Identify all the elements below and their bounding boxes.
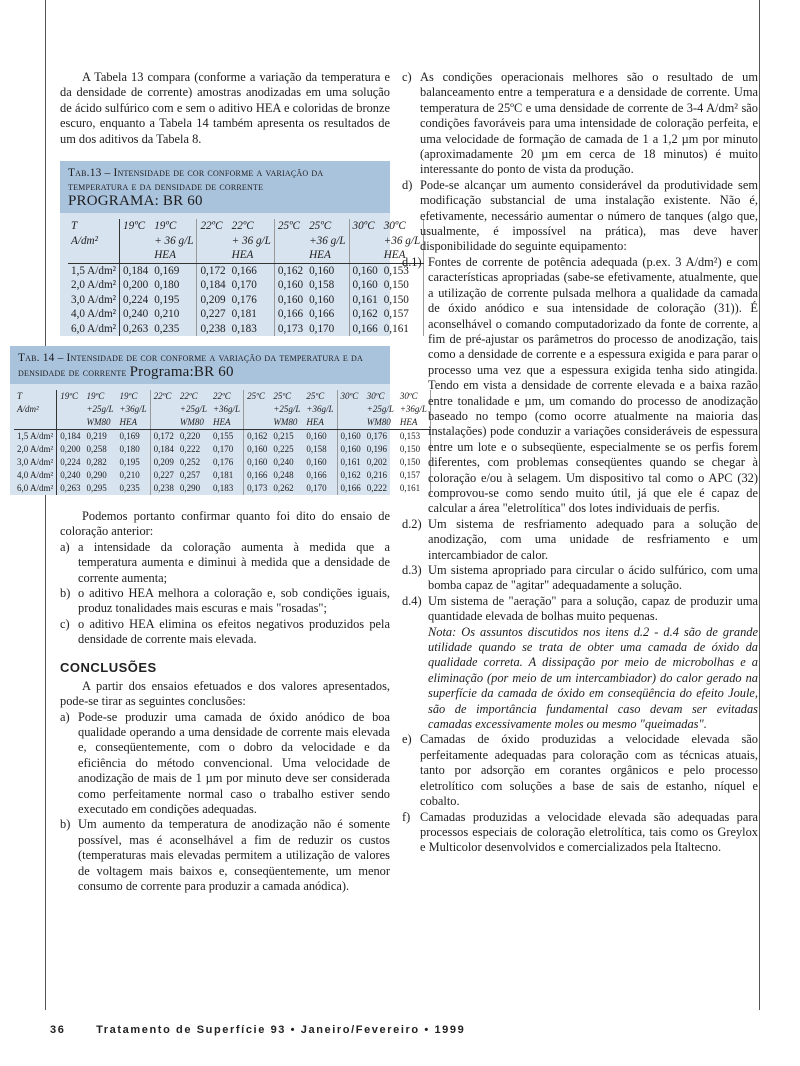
table-cell: 0,282	[86, 457, 107, 468]
table-14-header-cell	[244, 416, 271, 430]
table-14	[10, 346, 427, 495]
table-cell: 0,173	[247, 483, 268, 494]
table-cell: 0,160	[277, 293, 304, 306]
table-13-program: PROGRAMA: BR 60	[68, 193, 203, 210]
footer-text: Tratamento de Superfície 93 • Janeiro/Fevereiro • 1999	[96, 1024, 466, 1036]
table-14-header-cell	[150, 416, 177, 430]
table-cell: 0,183	[229, 322, 275, 337]
table-14-header-cell: +25g/L	[179, 404, 207, 415]
table-cell: 0,240	[123, 308, 149, 321]
table-row	[68, 278, 424, 293]
table-cell: 0,263	[123, 322, 149, 335]
table-14-header-row	[14, 416, 430, 430]
table-cell: 0,160	[306, 293, 349, 308]
table-cell: 0,195	[151, 293, 197, 308]
right-sub-item-text: Um sistema de resfriamento adequado para a solução de anodização, com uma unidade de resfriamento e um intercambiador de calor.	[428, 516, 758, 562]
right-item	[402, 70, 758, 178]
table-cell: 0,162	[352, 308, 378, 321]
table-14-header-cell: +36g/L	[397, 403, 431, 416]
confirm-item	[60, 617, 390, 648]
table-13-header-cell: +36 g/L	[381, 234, 424, 249]
table-cell: 0,200	[60, 444, 81, 455]
table-cell: 0,172	[153, 431, 174, 442]
table-14-header-cell: 30ºC	[397, 390, 431, 403]
table-cell: 0,184	[200, 279, 226, 292]
row-label: 1,5 A/dm²	[14, 430, 57, 444]
table-14-header-cell	[150, 403, 177, 416]
table-cell: 0,160	[352, 264, 378, 277]
table-cell: 0,222	[366, 483, 388, 494]
table-13-header-cell	[68, 248, 120, 263]
table-cell: 0,176	[210, 456, 244, 469]
table-row	[68, 322, 424, 337]
table-cell: 0,150	[397, 456, 431, 469]
table-14-header-cell: 19ºC	[60, 391, 78, 402]
right-sub-item-marker: d.3)	[402, 563, 422, 577]
table-14-header-cell	[337, 403, 364, 416]
table-cell: 0,170	[306, 322, 349, 337]
table-cell: 0,166	[340, 483, 361, 494]
row-label: 4,0 A/dm²	[68, 307, 120, 322]
table-cell: 0,209	[153, 457, 174, 468]
table-13-header-cell: T	[68, 219, 120, 234]
row-label: 1,5 A/dm²	[68, 263, 120, 278]
table-cell: 0,160	[340, 431, 361, 442]
right-item-text: Pode-se alcançar um aumento considerável da produtividade sem modificação substancial de uma instalação existente. Não é, efetivamente, necessário aumentar o número de tanques (algo que, usualmente, é impossível na prática), mas deve haver disponibilidade do seguinte equipamento:	[420, 177, 758, 254]
conclusions-intro: A partir dos ensaios efetuados e dos valores apresentados, pode-se tirar as seguintes conclusões:	[60, 678, 390, 709]
right-item-text: As condições operacionais melhores são o resultado de um balanceamento entre a temperatura e a densidade de corrente. Uma temperatura de 25ºC e uma densidade de corrente de 3-4 A/dm² são condições favoráveis para uma intensidade de coloração perfeita, e uma velocidade de formação de camada de 1 a 1,2 µm por minuto (aproximadamente 20 µm em cerca de 18 minutos) é muito interessante do ponto de vista da produção.	[420, 70, 758, 177]
right-sub-item	[402, 563, 758, 594]
table-14-header-cell: 25ºC	[273, 391, 292, 402]
table-cell: 0,160	[340, 444, 361, 455]
confirm-item	[60, 586, 390, 617]
table-13-header-cell: 25ºC	[306, 219, 349, 234]
table-13-header-cell: + 36 g/L	[229, 234, 275, 249]
table-14-program: Programa:BR 60	[129, 364, 234, 381]
conclusions-list	[60, 710, 390, 895]
table-14-header-row	[14, 390, 430, 403]
table-14-header-cell: 22ºC	[179, 391, 198, 402]
table-13-header-cell: HEA	[229, 248, 275, 263]
table-cell: 0,290	[179, 483, 201, 494]
right-items	[402, 70, 758, 255]
right-item-marker: d)	[402, 177, 413, 192]
table-row	[14, 443, 430, 456]
table-14-header-cell: HEA	[210, 416, 244, 430]
table-13-header-cell: HEA	[381, 248, 424, 263]
table-cell: 0,157	[397, 469, 431, 482]
table-cell: 0,166	[229, 263, 275, 278]
confirm-item-marker: b)	[60, 586, 71, 601]
table-14-header-cell	[337, 416, 364, 430]
conclusion-item	[60, 817, 390, 894]
table-cell: 0,263	[60, 483, 81, 494]
right-sub-item-marker: d.4)	[402, 593, 422, 608]
table-cell: 0,240	[60, 470, 81, 481]
row-label: 6,0 A/dm²	[14, 482, 57, 495]
confirm-item	[60, 540, 390, 586]
table-cell: 0,215	[273, 431, 294, 442]
table-cell: 0,209	[200, 293, 226, 306]
right-sub-item	[402, 517, 758, 563]
note-paragraph: Nota: Os assuntos discutidos nos itens d.2 - d.4 são de grande utilidade quando se trata de obter uma camada de óxido da qualidade correta. A dissipação por meio de microbolhas e a eliminação (por meio de um intercambiador) do calor gerado na superfície da camada de óxido em conseqüência do efeito Joule, são de importância fundamental caso devam ser evitadas camadas excessivamente moles ou mesmo "queimadas".	[428, 624, 758, 732]
table-cell: 0,196	[366, 444, 388, 455]
table-cell: 0,180	[151, 278, 197, 293]
table-cell: 0,181	[229, 307, 275, 322]
table-cell: 0,176	[229, 293, 275, 308]
table-14-header-cell: WM80	[177, 416, 210, 430]
table-14-header-cell: WM80	[270, 416, 303, 430]
table-cell: 0,166	[303, 469, 337, 482]
table-14-header-cell: 19ºC	[117, 390, 151, 403]
table-cell: 0,184	[153, 444, 174, 455]
table-cell: 0,219	[86, 431, 107, 442]
table-cell: 0,262	[273, 483, 294, 494]
right-sub-item-text: Um sistema apropriado para circular o ácido sulfúrico, com uma bomba capaz de "agitar" adequadamente a solução.	[428, 563, 758, 593]
table-cell: 0,166	[247, 470, 268, 481]
table-13-header-cell: + 36 g/L	[151, 234, 197, 249]
table-13-header-row	[68, 248, 424, 263]
row-label: 2,0 A/dm²	[68, 278, 120, 293]
table-cell: 0,150	[381, 278, 424, 293]
confirm-item-marker: c)	[60, 616, 70, 631]
table-13-header-cell: 19ºC	[123, 220, 146, 233]
table-cell: 0,160	[277, 279, 304, 292]
table-cell: 0,180	[117, 443, 151, 456]
table-cell: 0,248	[273, 470, 294, 481]
table-14-header-cell: +25g/L	[366, 404, 394, 415]
table-cell: 0,161	[352, 293, 378, 306]
table-cell: 0,210	[117, 469, 151, 482]
table-13-grid	[68, 219, 424, 336]
table-14-title: Tab. 14 – Intensidade de cor conforme a variação da temperatura e da densidade de corrente	[18, 352, 363, 380]
table-cell: 0,225	[273, 444, 294, 455]
table-13-header-cell	[197, 248, 229, 263]
table-13-header-cell	[349, 234, 381, 249]
confirm-item-text: a intensidade da coloração aumenta à medida que a temperatura aumenta e diminui à medida que a densidade de corrente aumenta;	[78, 539, 390, 585]
table-cell: 0,224	[123, 293, 149, 306]
table-14-header-cell: A/dm²	[14, 403, 57, 416]
table-14-header-cell: 25ºC	[247, 391, 265, 402]
table-14-header-cell: T	[14, 390, 57, 403]
table-13-header-cell	[349, 248, 381, 263]
table-cell: 0,173	[277, 322, 304, 335]
table-cell: 0,181	[210, 469, 244, 482]
page-number: 36	[50, 1024, 66, 1036]
table-cell: 0,166	[306, 307, 349, 322]
table-cell: 0,150	[397, 443, 431, 456]
table-14-header-cell	[57, 403, 84, 416]
table-14-header-cell: WM80	[83, 416, 116, 430]
table-cell: 0,252	[179, 457, 201, 468]
table-14-header-cell: 30ºC	[366, 391, 385, 402]
table-13-header-cell: 25ºC	[277, 220, 301, 233]
table-cell: 0,162	[247, 431, 268, 442]
table-14-caption	[10, 346, 390, 384]
table-cell: 0,220	[179, 431, 201, 442]
table-13-header-cell: 22ºC	[229, 219, 275, 234]
table-14-header-cell: 30ºC	[340, 391, 359, 402]
table-14-header-row	[14, 403, 430, 416]
right-item	[402, 178, 758, 255]
right-item-text: Camadas de óxido produzidas a velocidade elevada são perfeitamente adequadas para coloração com as técnicas atuais, tanto por adsorção em corantes orgânicos e pelo processo eletrolítico com soluções a base de sais de estanho, níquel e cobalto.	[420, 732, 758, 809]
table-13-header-cell	[274, 248, 306, 263]
table-14-header-cell	[57, 416, 84, 430]
table-cell: 0,238	[153, 483, 174, 494]
row-label: 3,0 A/dm²	[68, 293, 120, 308]
table-cell: 0,235	[117, 482, 151, 495]
conclusion-item-marker: a)	[60, 709, 70, 724]
table-13-header-row	[68, 219, 424, 234]
table-13-header-cell: 30ºC	[381, 219, 424, 234]
conclusion-item	[60, 710, 390, 818]
table-13-header-cell: 19ºC	[151, 219, 197, 234]
table-13-header-cell: +36 g/L	[306, 234, 349, 249]
table-14-header-cell: 25ºC	[303, 390, 337, 403]
table-14-header-cell: 22ºC	[153, 391, 172, 402]
table-13-header-cell: 22ºC	[200, 220, 223, 233]
table-13-header-cell	[274, 234, 306, 249]
right-items-2	[402, 732, 758, 855]
table-cell: 0,161	[340, 457, 361, 468]
table-cell: 0,235	[151, 322, 197, 337]
right-item	[402, 810, 758, 856]
table-cell: 0,160	[247, 444, 268, 455]
table-cell: 0,158	[303, 443, 337, 456]
table-cell: 0,155	[210, 430, 244, 444]
table-cell: 0,195	[117, 456, 151, 469]
table-cell: 0,160	[352, 279, 378, 292]
right-sub-item-marker: d.2)	[402, 516, 422, 531]
conclusion-item-text: Pode-se produzir uma camada de óxido anódico de boa qualidade operando a uma densidade de corrente mais elevada e, conseqüentemente, com o dobro da velocidade e da eficiência do método convencional. Uma velocidade de anodização de mais de 1 µm por minuto deve ser considerada como perfeitamente normal caso o trabalho estiver sendo executado em condições adequadas.	[78, 709, 390, 816]
table-14-header-cell: HEA	[117, 416, 151, 430]
table-13-header-cell	[197, 234, 229, 249]
table-14-header-cell: HEA	[303, 416, 337, 430]
table-cell: 0,240	[273, 457, 294, 468]
right-item-text: Camadas produzidas a velocidade elevada são adequadas para processos especiais de coloração eletrolítica, tais como os Greylox e Multicolor desenvolvidos e comercializados pela Italtecno.	[420, 809, 758, 855]
table-cell: 0,166	[277, 308, 304, 321]
table-14-header-cell: HEA	[397, 416, 431, 430]
table-14-header-cell: WM80	[364, 416, 397, 430]
table-row	[14, 469, 430, 482]
table-cell: 0,295	[86, 483, 107, 494]
row-label: 4,0 A/dm²	[14, 469, 57, 482]
table-cell: 0,184	[60, 431, 81, 442]
table-cell: 0,169	[151, 263, 197, 278]
row-label: 3,0 A/dm²	[14, 456, 57, 469]
table-14-header-cell: +25g/L	[273, 404, 301, 415]
right-item-marker: f)	[402, 809, 411, 824]
table-13-caption	[60, 161, 390, 213]
right-sub-item	[402, 594, 758, 625]
right-item-marker: e)	[402, 732, 412, 747]
table-14-header-cell: +25g/L	[86, 404, 114, 415]
right-sub-item-marker: d.1)	[402, 254, 422, 269]
table-13-header-cell	[120, 248, 152, 263]
table-cell: 0,169	[117, 430, 151, 444]
table-cell: 0,224	[60, 457, 81, 468]
table-cell: 0,153	[381, 263, 424, 278]
table-14-grid	[14, 390, 431, 495]
table-row	[14, 430, 430, 444]
table-13-header-cell	[120, 234, 152, 249]
table-cell: 0,161	[397, 482, 431, 495]
table-cell: 0,227	[153, 470, 174, 481]
table-cell: 0,157	[381, 307, 424, 322]
right-item-marker: c)	[402, 70, 412, 84]
table-cell: 0,160	[303, 456, 337, 469]
table-cell: 0,184	[123, 264, 149, 277]
table-cell: 0,161	[381, 322, 424, 337]
table-14-header-cell: +36g/L	[303, 403, 337, 416]
table-14-header-cell: +36g/L	[117, 403, 151, 416]
confirm-intro: Podemos portanto confirmar quanto foi dito do ensaio de coloração anterior:	[60, 509, 390, 539]
table-row	[68, 263, 424, 278]
table-cell: 0,227	[200, 308, 226, 321]
table-13-header-row	[68, 234, 424, 249]
table-cell: 0,162	[340, 470, 361, 481]
table-cell: 0,170	[229, 278, 275, 293]
row-label: 6,0 A/dm²	[68, 322, 120, 337]
conclusions-heading: CONCLUSÕES	[60, 659, 157, 675]
table-cell: 0,176	[366, 431, 388, 442]
table-cell: 0,290	[86, 470, 107, 481]
right-item	[402, 732, 758, 809]
table-row	[14, 482, 430, 495]
table-14-header-cell: 19ºC	[86, 391, 105, 402]
conclusion-item-text: Um aumento da temperatura de anodização não é somente possível, mas é aconselhável a fim de reduzir os custos (temperaturas mais elevadas permitem a utilização de valores de voltagem mais baixos e, conseqüentemente, um menor consumo de corrente para produzir a camada anódica).	[78, 817, 390, 893]
right-sub-item	[402, 255, 758, 517]
table-cell: 0,160	[247, 457, 268, 468]
right-sub-item-text: Um sistema de "aeração" para a solução, capaz de produzir uma quantidade elevada de bolhas muito pequenas.	[428, 593, 758, 624]
table-cell: 0,216	[366, 470, 388, 481]
table-14-header-cell: +36g/L	[210, 403, 244, 416]
table-cell: 0,238	[200, 322, 226, 335]
table-cell: 0,160	[306, 263, 349, 278]
table-cell: 0,158	[306, 278, 349, 293]
table-cell: 0,258	[86, 444, 107, 455]
table-cell: 0,222	[179, 444, 201, 455]
table-cell: 0,172	[200, 264, 226, 277]
table-cell: 0,150	[381, 293, 424, 308]
confirm-list	[60, 540, 390, 648]
table-cell: 0,162	[277, 264, 304, 277]
table-cell: 0,160	[303, 430, 337, 444]
table-13-header-cell: A/dm²	[68, 234, 120, 249]
table-cell: 0,210	[151, 307, 197, 322]
table-13-header-cell: 30ºC	[352, 220, 375, 233]
confirm-item-text: o aditivo HEA elimina os efeitos negativos produzidos pela densidade de corrente mais elevada.	[78, 616, 390, 647]
table-cell: 0,183	[210, 482, 244, 495]
right-sub-item-text: Fontes de corrente de potência adequada (p.ex. 3 A/dm²) e com características apropriadas (sabe-se efetivamente, atualmente, que a utilização de corrente pulsada melhora a qualidade da camada de óxido anódico e sua intensidade de coloração (31)). É aconselhável o comando computadorizado da fonte de corrente, a fim de pré-ajustar os parâmetros do processo de anodização, tais como a densidade de corrente e a espessura exigida e para parar o processo uma vez que a espessura exigida tenha sido atingida. Tendo em vista a densidade de corrente elevada e a baixa razão entre tonalidade e µm, um comando do processo de anodização baseado no tempo (como ocorre atualmente na maioria das instalações) pode conduzir a variações consideráveis de espessura entre um lote e o subseqüente, especialmente se os perfis forem diferentes, com problemas conseqüentes quando se chegar à coloração e/ou à selagem. Um dispositivo tal como o APC (32) comprovou-se como sendo muito útil, já que ele é capaz de calcular a área "eletrolítica" dos lotes individuais de perfis.	[428, 254, 758, 516]
row-label: 2,0 A/dm²	[14, 443, 57, 456]
confirm-item-text: o aditivo HEA melhora a coloração e, sob condições iguais, produz tonalidades mais escuras e mais "rosadas";	[78, 586, 390, 616]
table-row	[14, 456, 430, 469]
page-footer	[50, 1024, 465, 1036]
table-13-header-cell: HEA	[151, 248, 197, 263]
table-cell: 0,202	[366, 457, 388, 468]
right-sub-items	[402, 255, 758, 625]
conclusion-item-marker: b)	[60, 817, 71, 832]
confirm-item-marker: a)	[60, 539, 70, 554]
intro-paragraph: A Tabela 13 compara (conforme a variação da temperatura e da densidade de corrente) amostras anodizadas em uma solução de ácido sulfúrico com e sem o aditivo HEA e coloridas de bronze escuro, enquanto a Tabela 14 também apresenta os resultados de um dos aditivos da Tabela 8.	[60, 70, 390, 146]
table-cell: 0,153	[397, 430, 431, 444]
table-cell: 0,170	[210, 443, 244, 456]
table-13-header-cell: HEA	[306, 248, 349, 263]
table-cell: 0,166	[352, 322, 378, 335]
right-column	[402, 70, 758, 856]
table-cell: 0,200	[123, 279, 149, 292]
table-14-header-cell: 22ºC	[210, 390, 244, 403]
table-cell: 0,170	[303, 482, 337, 495]
table-row	[68, 293, 424, 308]
table-14-header-cell	[14, 416, 57, 430]
table-14-header-cell	[244, 403, 271, 416]
table-cell: 0,257	[179, 470, 201, 481]
table-row	[68, 307, 424, 322]
table-13-title: Tab.13 – Intensidade de cor conforme a variação da temperatura e da densidade de corrente	[68, 167, 324, 194]
